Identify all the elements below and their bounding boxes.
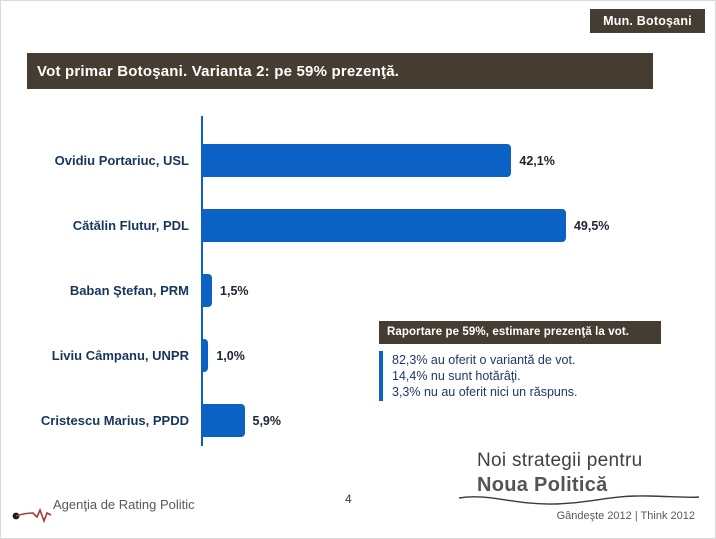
tagline-line2: Noua Politică [477, 474, 608, 496]
bar-value-label: 1,5% [220, 283, 249, 298]
chart-category-label: Liviu Câmpanu, UNPR [51, 348, 189, 363]
chart-row [23, 193, 695, 258]
info-line: 82,3% au oferit o variantă de vot. [392, 353, 576, 367]
bar [201, 144, 511, 177]
bar [201, 339, 208, 372]
chart-category-label: Ovidiu Portariuc, USL [54, 153, 189, 168]
bar-value-label: 1,0% [216, 348, 245, 363]
page-number: 4 [345, 492, 352, 506]
tagline-line1: Noi strategii pentru [477, 450, 643, 471]
chart-row [23, 128, 695, 193]
bar [201, 274, 212, 307]
bar-track [201, 274, 695, 307]
bar [201, 209, 566, 242]
bar-value-label: 42,1% [519, 153, 555, 168]
bar-track [201, 144, 695, 177]
chart-row [23, 258, 695, 323]
chart-category-label: Baban Ştefan, PRM [69, 283, 189, 298]
chart-category-label: Cătălin Flutur, PDL [72, 218, 189, 233]
pulse-logo-icon [11, 501, 59, 525]
info-box [379, 321, 661, 401]
wave-divider [459, 492, 699, 506]
agency-name: Agenţia de Rating Politic [53, 497, 195, 512]
info-line: 3,3% nu au oferit nici un răspuns. [392, 385, 578, 399]
slide-title: Vot primar Botoşani. Varianta 2: pe 59% prezenţă. [27, 53, 653, 89]
info-box-body [379, 351, 661, 401]
brand-tagline [477, 450, 707, 497]
bar-chart [23, 128, 695, 453]
bar-track [201, 404, 695, 437]
info-box-header: Raportare pe 59%, estimare prezenţă la vot. [379, 321, 661, 344]
bar-value-label: 49,5% [573, 218, 610, 233]
info-line: 14,4% nu sunt hotărâţi. [392, 369, 521, 383]
bar-value-label: 5,9% [252, 413, 281, 428]
region-badge: Mun. Botoşani [590, 9, 705, 33]
bar-track [201, 209, 695, 242]
think-2012-label: Gândeşte 2012 | Think 2012 [556, 510, 695, 522]
bar [201, 404, 245, 437]
chart-category-label: Cristescu Marius, PPDD [40, 413, 189, 428]
